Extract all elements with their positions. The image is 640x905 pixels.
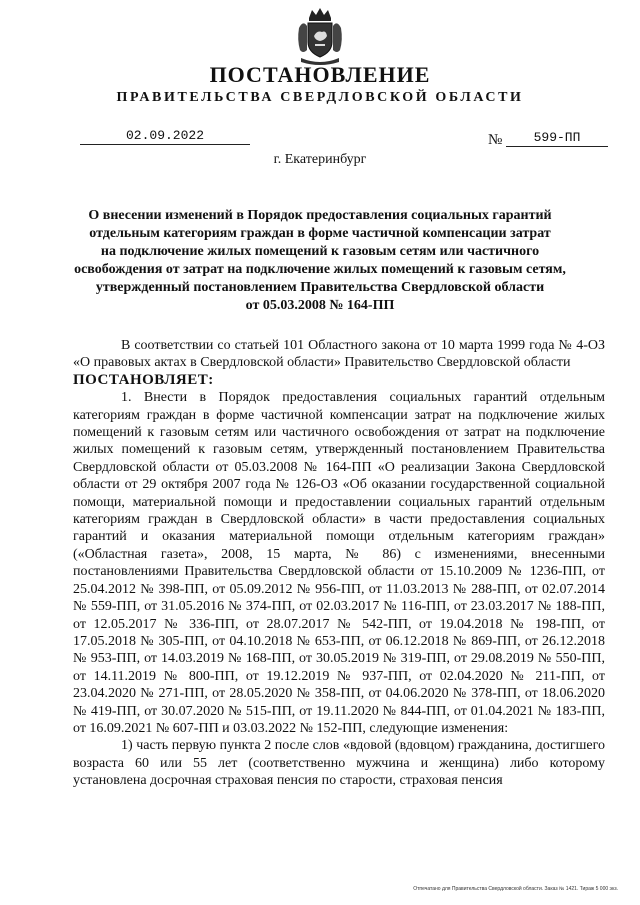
document-type: ПОСТАНОВЛЕНИЕ — [209, 62, 431, 87]
title-line: отдельным категориям граждан в форме частичной компенсации затрат — [89, 226, 551, 241]
document-number-label: № — [488, 132, 503, 148]
subitem-1-paragraph: 1) часть первую пункта 2 после слов «вдовой (вдовцом) гражданина, достигшего возраста 60 или 55 лет (соответственно мужчина и женщина) либо которому установлена досрочная страховая пенсия по старости, страховая пенсия — [73, 738, 605, 789]
preamble-paragraph: В соответствии со статьей 101 Областного закона от 10 марта 1999 года № 4-ОЗ «О правовых актах в Свердловской области» Правительство Свердловской области — [73, 338, 605, 371]
title-line: от 05.03.2008 № 164-ПП — [245, 298, 395, 313]
document-date: 02.09.2022 — [80, 128, 250, 145]
document-number: 599-ПП — [506, 130, 608, 147]
coat-of-arms-icon — [295, 6, 345, 66]
title-line: на подключение жилых помещений к газовым сетям или частичного — [100, 244, 540, 259]
document-city: г. Екатеринбург — [273, 152, 367, 167]
document-body — [73, 337, 605, 790]
title-line: утвержденный постановлением Правительства Свердловской области — [95, 280, 545, 295]
title-line: освобождения от затрат на подключение жилых помещений к газовым сетям, — [74, 262, 566, 277]
item-1-paragraph: 1. Внести в Порядок предоставления социальных гарантий отдельным категориям граждан в форме частичной компенсации затрат на подключение жилых помещений к газовым сетям или частичного освобождения от затрат на подключение жилых помещений к газовым сетям, утвержденный постановлением Правительства Свердловской области от 05.03.2008 № 164-ПП «О реализации Закона Свердловской области от 29 октября 2007 года № 126-ОЗ «Об оказании государственной социальной помощи, материальной помощи и предоставлении социальных гарантий отдельным категориям граждан в Свердловской области» в части предоставления социальных гарантий и оказания материальной помощи отдельным категориям граждан» («Областная газета», 2008, 15 марта, № 86) с изменениями, внесенными постановлениями Правительства Свердловской области от 15.10.2009 № 1236-ПП, от 25.04.2012 № 398-ПП, от 05.09.2012 № 956-ПП, от 11.03.2013 № 288-ПП, от 02.07.2014 № 559-ПП, от 31.05.2016 № 374-ПП, от 02.03.2017 № 116-ПП, от 23.03.2017 № 188-ПП, от 12.05.2017 № 336-ПП, от 28.07.2017 № 542-ПП, от 19.04.2018 № 198-ПП, от 17.05.2018 № 305-ПП, от 04.10.2018 № 653-ПП, от 06.12.2018 № 869-ПП, от 26.12.2018 № 953-ПП, от 14.03.2019 № 168-ПП, от 30.05.2019 № 319-ПП, от 29.08.2019 № 550-ПП, от 14.11.2019 № 800-ПП, от 19.12.2019 № 937-ПП, от 02.04.2020 № 211-ПП, от 23.04.2020 № 271-ПП, от 28.05.2020 № 358-ПП, от 04.06.2020 № 378-ПП, от 18.06.2020 № 419-ПП, от 30.07.2020 № 515-ПП, от 19.11.2020 № 844-ПП, от 01.04.2021 № 183-ПП, от 16.09.2021 № 607-ПП и 03.03.2022 № 152-ПП, следующие изменения: — [73, 390, 605, 736]
print-footer: Отпечатано для Правительства Свердловской области. Заказ № 1421. Тираж 5 000 экз. — [413, 886, 618, 892]
resolves-heading: ПОСТАНОВЛЯЕТ: — [73, 371, 214, 388]
issuing-authority: ПРАВИТЕЛЬСТВА СВЕРДЛОВСКОЙ ОБЛАСТИ — [116, 90, 524, 105]
title-line: О внесении изменений в Порядок предоставления социальных гарантий — [88, 208, 552, 223]
document-title — [60, 207, 580, 315]
